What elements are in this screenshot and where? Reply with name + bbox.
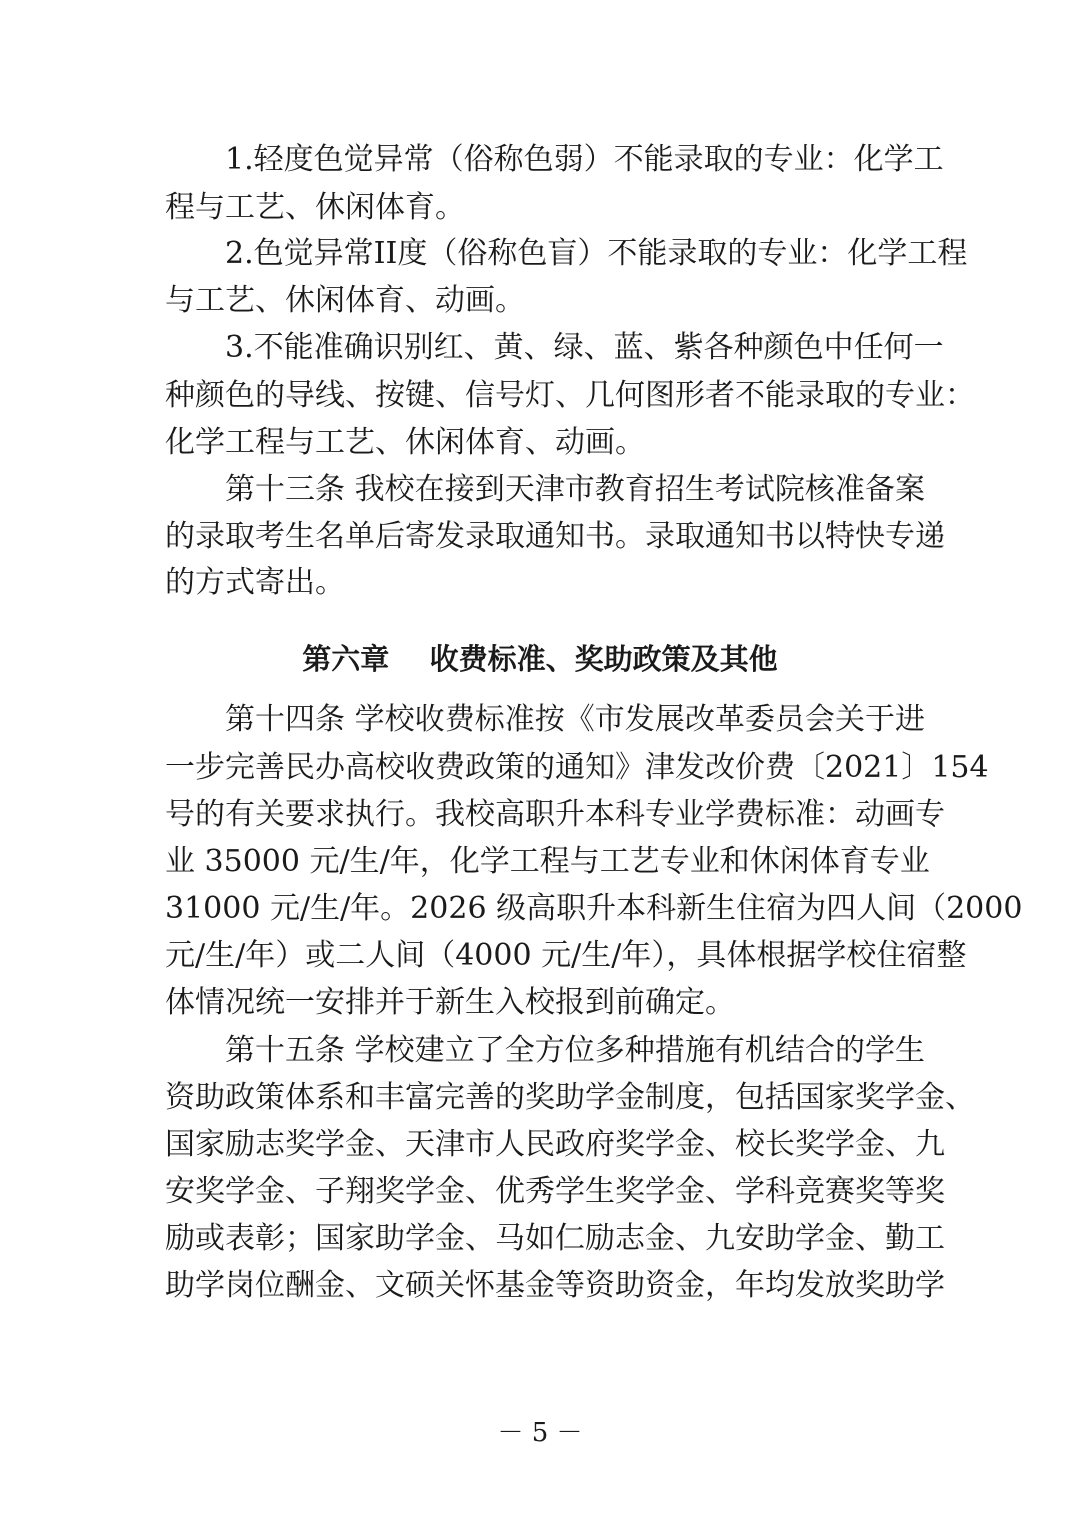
- paragraph-line: 的录取考生名单后寄发录取通知书。录取通知书以特快专递: [165, 519, 945, 554]
- paragraph-line: 31000 元/生/年。2026 级高职升本科新生住宿为四人间（2000: [165, 891, 1023, 926]
- paragraph-line: 元/生/年）或二人间（4000 元/生/年），具体根据学校住宿整: [165, 938, 967, 973]
- paragraph-line: 体情况统一安排并于新生入校报到前确定。: [165, 985, 735, 1020]
- paragraph-line: 第十四条 学校收费标准按《市发展改革委员会关于进: [225, 702, 925, 737]
- paragraph-line: 资助政策体系和丰富完善的奖助学金制度，包括国家奖学金、: [165, 1080, 975, 1115]
- paragraph-line: 励或表彰；国家助学金、马如仁励志金、九安助学金、勤工: [165, 1221, 945, 1256]
- paragraph-line: 1.轻度色觉异常（俗称色弱）不能录取的专业：化学工: [225, 142, 944, 177]
- paragraph-line: 的方式寄出。: [165, 565, 345, 600]
- paragraph-line: 3.不能准确识别红、黄、绿、蓝、紫各种颜色中任何一: [225, 330, 944, 365]
- chapter-heading: 第六章 收费标准、奖助政策及其他: [302, 642, 778, 676]
- paragraph-line: 第十三条 我校在接到天津市教育招生考试院核准备案: [225, 472, 925, 507]
- paragraph-line: 安奖学金、子翔奖学金、优秀学生奖学金、学科竞赛奖等奖: [165, 1174, 945, 1209]
- paragraph-line: 国家励志奖学金、天津市人民政府奖学金、校长奖学金、九: [165, 1127, 945, 1162]
- paragraph-line: 号的有关要求执行。我校高职升本科专业学费标准：动画专: [165, 797, 945, 832]
- paragraph-line: 程与工艺、休闲体育。: [165, 190, 465, 225]
- page-number: － 5 －: [497, 1418, 583, 1448]
- paragraph-line: 化学工程与工艺、休闲体育、动画。: [165, 425, 645, 460]
- paragraph-line: 与工艺、休闲体育、动画。: [165, 283, 525, 318]
- paragraph-line: 一步完善民办高校收费政策的通知》津发改价费〔2021〕154: [165, 750, 989, 785]
- paragraph-line: 第十五条 学校建立了全方位多种措施有机结合的学生: [225, 1033, 925, 1068]
- paragraph-line: 业 35000 元/生/年，化学工程与工艺专业和休闲体育专业: [165, 844, 930, 879]
- paragraph-line: 助学岗位酬金、文硕关怀基金等资助资金，年均发放奖助学: [165, 1268, 945, 1303]
- paragraph-line: 2.色觉异常II度（俗称色盲）不能录取的专业：化学工程: [225, 236, 968, 271]
- paragraph-line: 种颜色的导线、按键、信号灯、几何图形者不能录取的专业：: [165, 378, 975, 413]
